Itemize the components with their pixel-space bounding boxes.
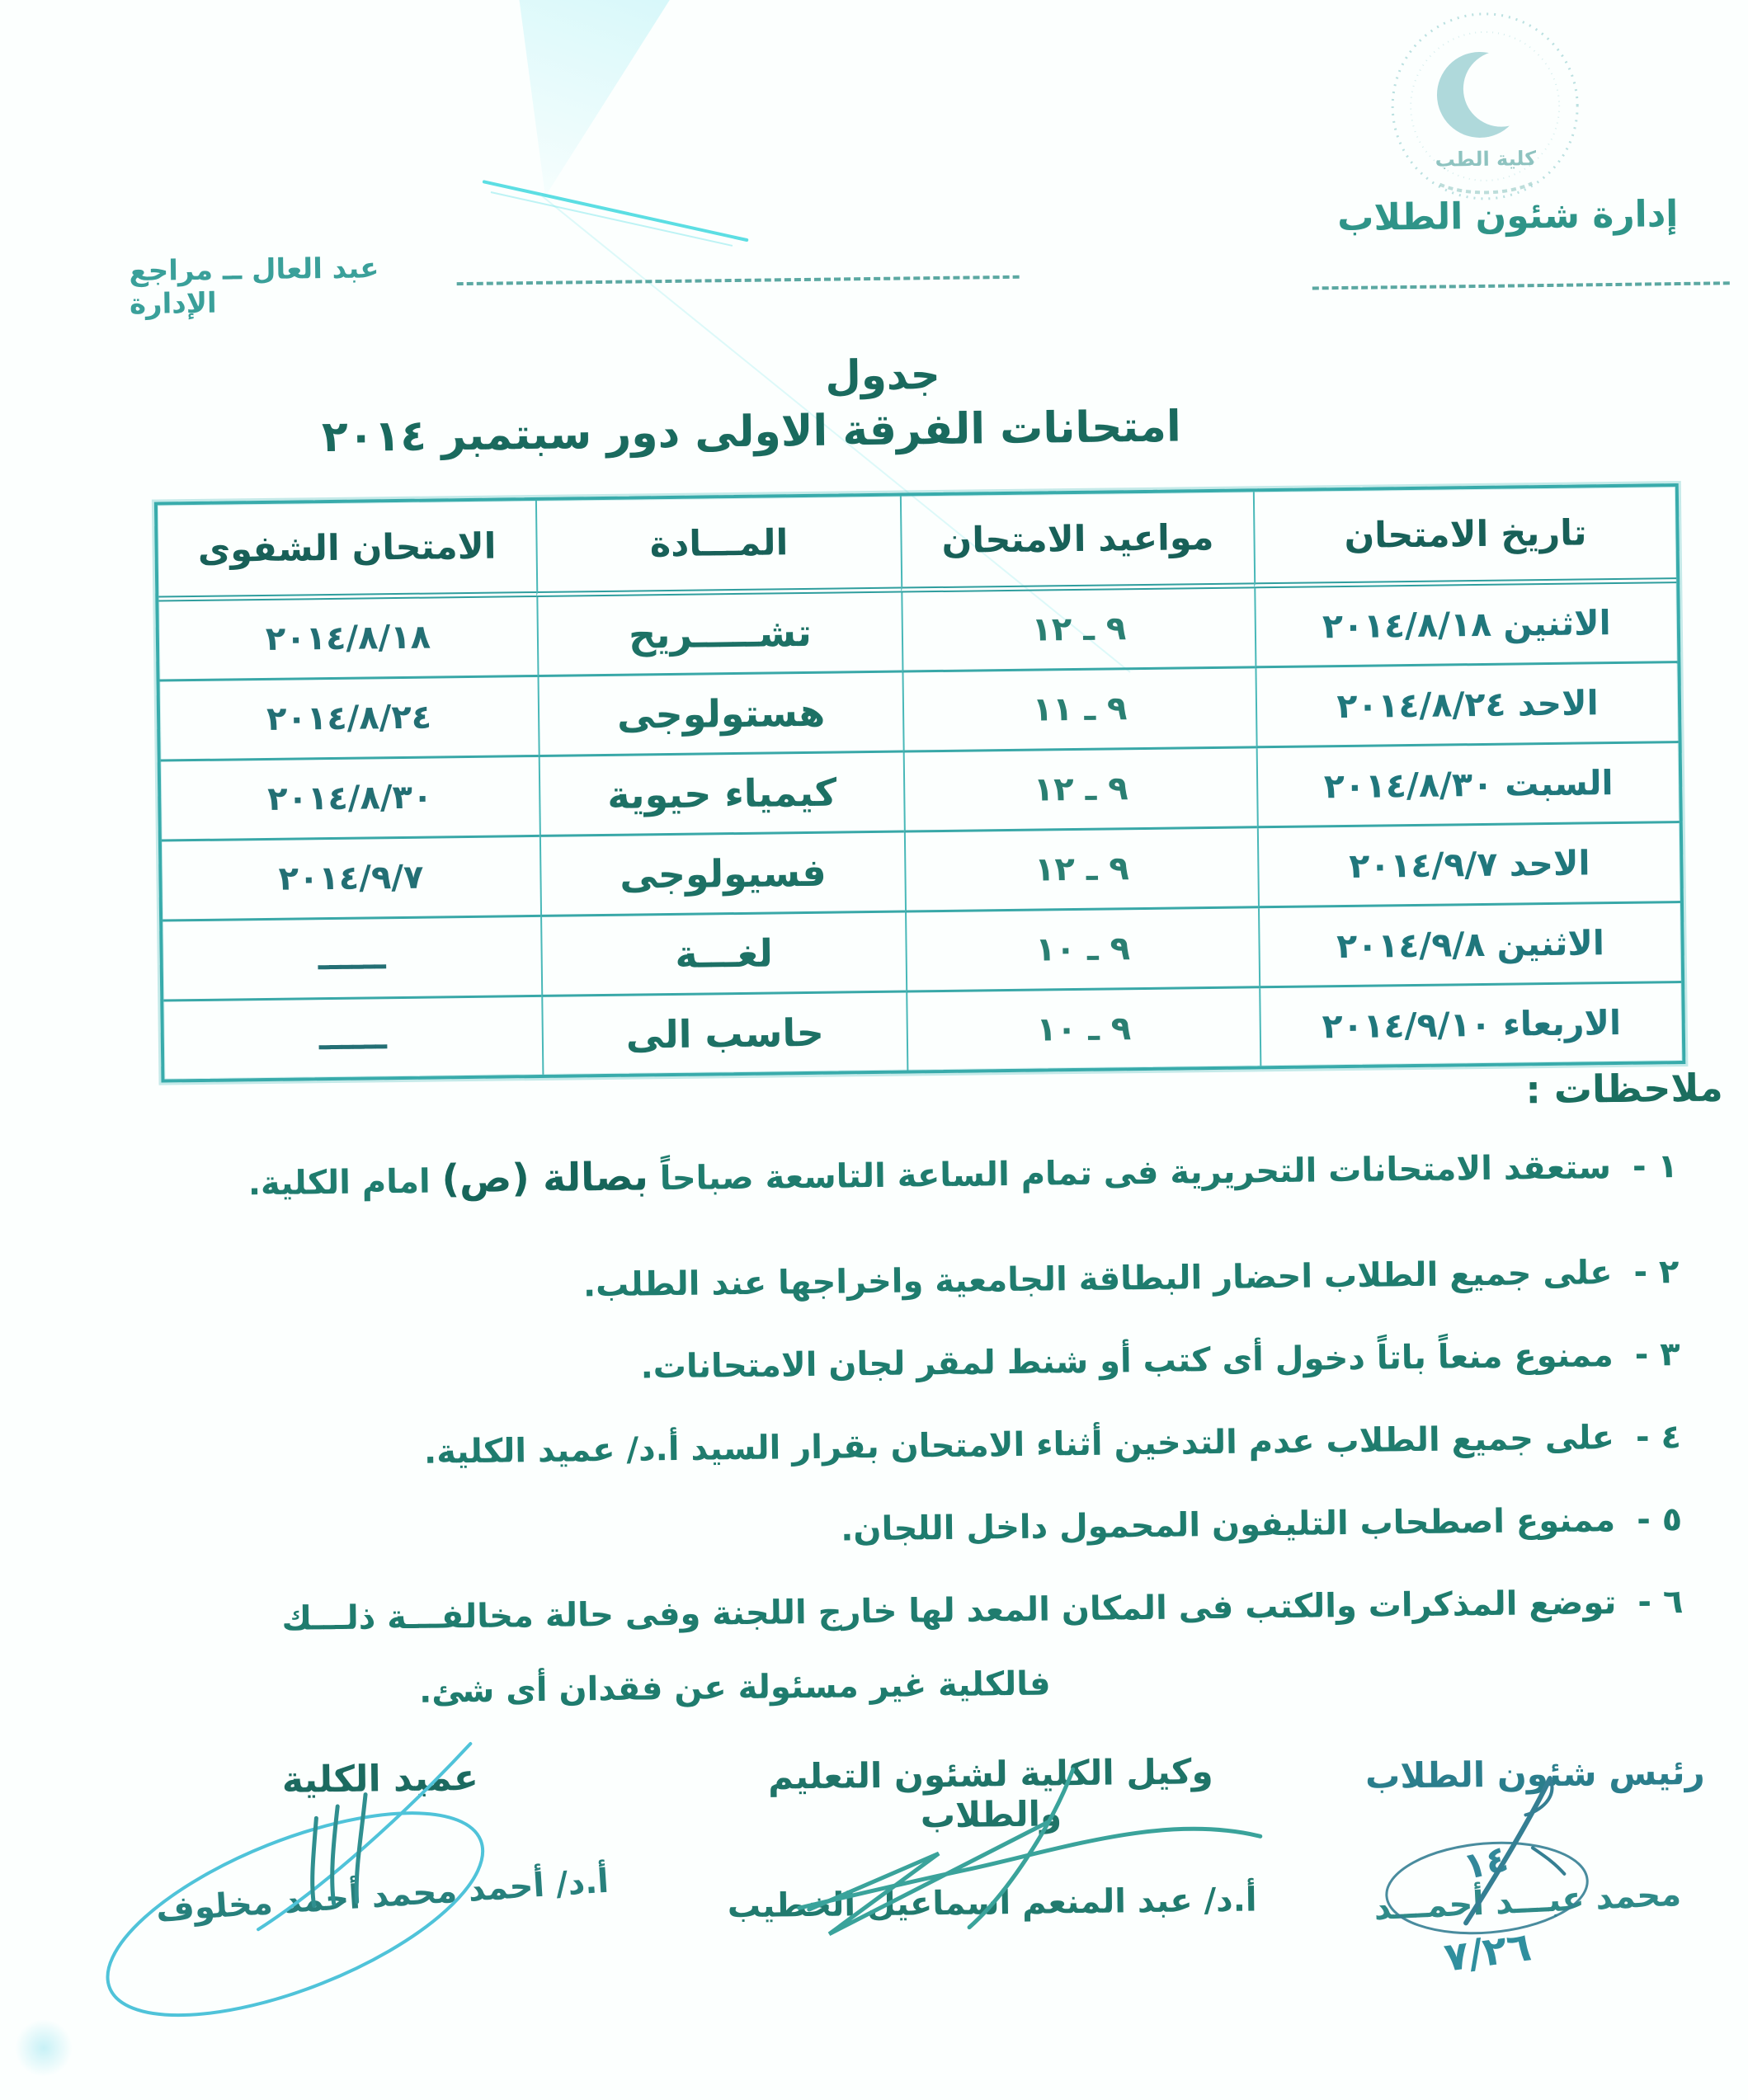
exam-date-cell: السبت ٢٠١٤/٨/٣٠ <box>1256 743 1680 828</box>
note-number: ٤ - <box>1635 1418 1682 1457</box>
document-subtitle: امتحانات الفرقة الاولى دور سبتمبر ٢٠١٤ <box>321 402 1182 463</box>
department-title: إدارة شئون الطلاب <box>1336 193 1679 240</box>
note-item-6 <box>112 1580 1684 1718</box>
dashed-separator-left <box>457 275 1020 285</box>
note-item-1 <box>107 1138 1679 1210</box>
note-number: ١ - <box>1632 1147 1679 1186</box>
subject-cell: كيمياء حيوية <box>539 753 904 837</box>
note-text: ممنوع اصطحاب التليفون المحمول داخل اللجان. <box>840 1501 1616 1549</box>
students-head-title: رئيس شئون الطلاب <box>1364 1751 1705 1796</box>
note-text: ستعقد الامتحانات التحريرية فى تمام الساعة التاسعة صباحاً <box>648 1148 1612 1198</box>
subject-cell: حاسب الى <box>541 993 907 1075</box>
note-text: على جميع الطلاب عدم التدخين أثناء الامتحان بقرار السيد أ.د/ عميد الكلية. <box>423 1419 1615 1472</box>
students-head-handwritten-mark: ١٤ <box>1459 1837 1512 1889</box>
note-text: على جميع الطلاب احضار البطاقة الجامعية واخراجها عند الطلب. <box>582 1254 1613 1305</box>
exam-times-cell: ٩ ـ ١٢ <box>903 748 1257 832</box>
oral-exam-cell: ٢٠١٤/٨/٢٤ <box>160 677 539 762</box>
header-exam-date: تاريخ الامتحان <box>1253 487 1676 588</box>
exam-times-cell: ٩ ـ ١١ <box>902 668 1256 752</box>
subject-cell: فسيولوجى <box>539 833 905 917</box>
note-item-5 <box>111 1498 1683 1561</box>
exam-date-cell: الاربعاء ٢٠١٤/٩/١٠ <box>1259 983 1682 1066</box>
subject-cell: تشـــــريح <box>536 593 902 677</box>
exam-times-cell: ٩ ـ ١٠ <box>906 988 1260 1070</box>
note-number: ٢ - <box>1633 1253 1680 1292</box>
dean-name: أ.د/ أحمد محمد أحمد مخلوف <box>154 1862 610 1930</box>
note-number: ٣ - <box>1634 1335 1680 1375</box>
exam-times-cell: ٩ ـ ١٢ <box>901 588 1255 672</box>
subject-cell: هستولوجى <box>538 673 903 757</box>
document-title: جدول <box>825 350 941 400</box>
notes-list <box>107 1138 1685 1756</box>
students-head-name: محمد عبـــد أحمـــد <box>1373 1875 1682 1928</box>
dashed-separator-right <box>1312 281 1730 290</box>
exam-date-cell: الاحد ٢٠١٤/٨/٢٤ <box>1255 663 1678 748</box>
note-text: توضع المذكرات والكتب فى المكان المعد لها خارج اللجنة وفى حالة مخالفـــة ذلـــك <box>281 1584 1617 1639</box>
exam-times-cell: ٩ ـ ١٠ <box>905 908 1259 992</box>
exam-schedule-table <box>154 483 1685 1083</box>
exam-date-cell: الاحد ٢٠١٤/٩/٧ <box>1257 823 1680 908</box>
faculty-stamp-logo <box>1380 2 1590 218</box>
note-number: ٥ - <box>1636 1500 1683 1540</box>
oral-exam-cell: ــــــ <box>163 917 541 1002</box>
stamp-caption-text: كلية الطب <box>1435 147 1537 172</box>
notes-heading: ملاحظات : <box>1525 1065 1724 1113</box>
dean-title: عميد الكلية <box>281 1756 479 1801</box>
oral-exam-cell: ــــــ <box>318 1019 388 1058</box>
note-item-2 <box>108 1250 1680 1314</box>
note-text: ممنوع منعاً باتاً دخول أى كتب أو شنط لمقر لجان الامتحانات. <box>640 1336 1614 1387</box>
oral-exam-cell: ٢٠١٤/٩/٧ <box>162 837 540 922</box>
students-head-handwritten-date: ٧/٢٦ <box>1441 1923 1534 1981</box>
vice-dean-title: وكيل الكلية لشئون التعليم والطلاب <box>767 1751 1213 1836</box>
header-subject: المـــادة <box>535 497 901 597</box>
exam-date-cell: الاثنين ٢٠١٤/٩/٨ <box>1258 903 1681 988</box>
note-text-continuation: فالكلية غير مسئولة عن فقدان أى شئ. <box>418 1664 1051 1712</box>
header-oral-exam: الامتحان الشفوى <box>158 501 536 602</box>
note-text: امام الكلية. <box>247 1162 442 1203</box>
header-exam-times: مواعيد الامتحان <box>900 492 1254 592</box>
oral-exam-cell: ٢٠١٤/٨/١٨ <box>158 597 537 682</box>
exam-times-cell: ٩ ـ ١٢ <box>904 828 1258 912</box>
vice-dean-name: أ.د/ عبد المنعم اسماعيل الخطيب <box>727 1881 1257 1926</box>
note-number: ٦ - <box>1637 1583 1684 1622</box>
oral-exam-cell: ٢٠١٤/٨/٣٠ <box>161 757 539 842</box>
note-item-4 <box>111 1415 1682 1479</box>
exam-date-cell: الاثنين ٢٠١٤/٨/١٨ <box>1254 583 1677 668</box>
note-item-3 <box>109 1333 1680 1396</box>
subject-cell: لغـــة <box>540 913 906 997</box>
reviewer-note: عبد العال ــ مراجع الإدارة <box>129 252 379 321</box>
note-text-bold: بصالة (ص) <box>441 1154 649 1203</box>
